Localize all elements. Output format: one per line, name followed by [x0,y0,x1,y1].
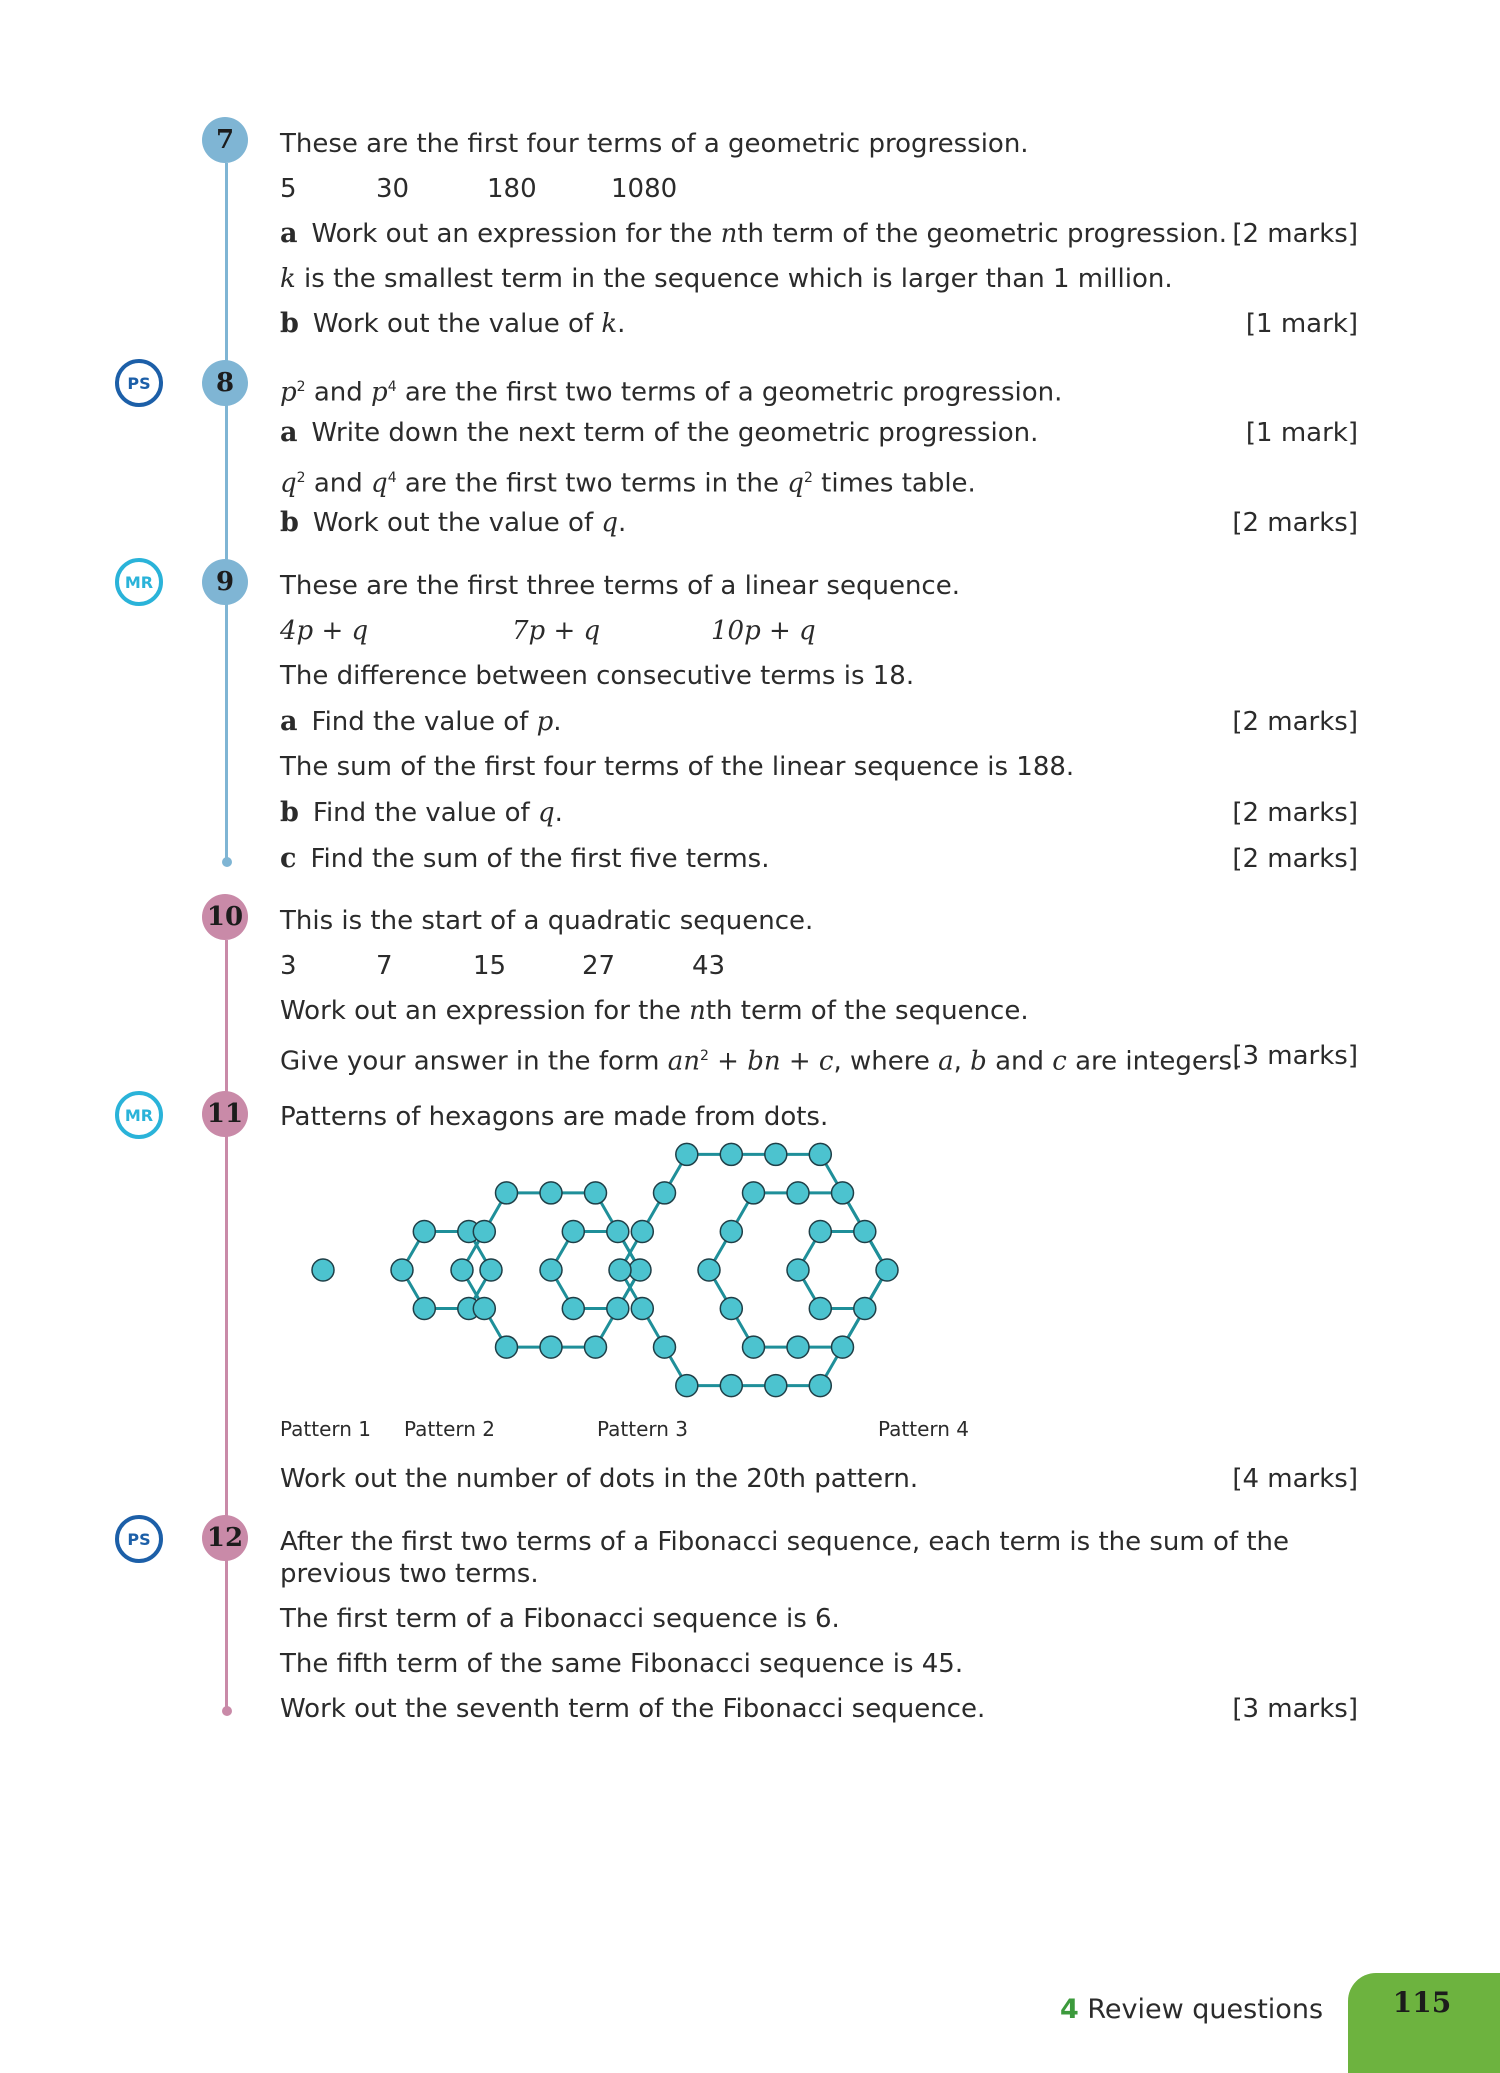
q12-first-term: The first term of a Fibonacci sequence is 6. [280,1604,840,1634]
chapter-title: Review questions [1078,1994,1324,2025]
statement-text: th term of the sequence. [705,996,1029,1026]
q10-term-1: 3 [280,951,297,981]
variable: p [536,707,554,737]
pattern-dot [720,1143,742,1165]
formula: an [667,1046,700,1077]
q10-term-2: 7 [376,951,393,981]
q8-intro [280,370,1062,410]
part-text: Find the value of [312,798,538,828]
badge-text: PS [127,1529,151,1549]
q10-term-5: 43 [692,951,726,981]
exponent: 2 [699,1048,709,1064]
badge-text: PS [127,373,151,393]
pattern-dot [473,1221,495,1243]
variable: k [280,264,296,294]
chapter-footer [1060,1993,1323,2027]
connector-end-dot [222,1706,232,1716]
q7-k-statement [280,262,1173,296]
pattern-dot [562,1298,584,1320]
badge-text: MR [124,572,154,592]
page-number: 115 [1392,1986,1452,2019]
pattern-4-label: Pattern 4 [878,1417,970,1441]
chapter-number: 4 [1060,1994,1079,2025]
pattern-dot [832,1336,854,1358]
pattern-1-label: Pattern 1 [280,1417,372,1441]
question-number-text: 8 [215,368,235,398]
pattern-dot [391,1259,413,1281]
statement-text: Give your answer in the form [280,1046,668,1077]
pattern-dot [562,1221,584,1243]
question-number-12 [202,1515,248,1561]
pattern-dot [607,1298,629,1320]
marks: [3 marks] [1232,1041,1358,1071]
part-label: a [280,218,298,249]
pattern-dot [765,1143,787,1165]
variable: a [938,1046,954,1077]
q7-intro: These are the first four terms of a geometric progression. [280,129,1029,159]
pattern-dot [654,1336,676,1358]
statement-text: are integers. [1066,1046,1241,1077]
part-text: . [554,798,563,828]
variable: c [1052,1046,1067,1077]
statement-text: and [305,468,372,499]
statement-text: and [305,377,372,408]
pattern-dot [854,1298,876,1320]
pattern-dot [413,1298,435,1320]
ps-badge [115,1515,163,1563]
exponent: 4 [387,470,397,486]
q10-intro: This is the start of a quadratic sequence. [280,906,814,936]
question-number-11 [202,1091,248,1137]
pattern-dot [607,1221,629,1243]
badge-text: MR [124,1105,154,1125]
q12-question: Work out the seventh term of the Fibonacci sequence. [280,1694,986,1724]
pattern-4 [609,1143,898,1396]
q9-term-1: 4p + q [280,616,369,646]
question-number-text: 9 [215,567,235,597]
marks: [1 mark] [1245,418,1358,448]
pattern-dot [720,1298,742,1320]
pattern-dot [743,1336,765,1358]
part-text: . [553,707,562,737]
pattern-dot [629,1259,651,1281]
pattern-dot [809,1375,831,1397]
q8-times-table-statement [280,461,976,501]
q9-part-a [280,705,562,739]
variable: q [537,798,555,828]
q7-term-3: 180 [487,174,537,204]
part-label: b [280,308,299,339]
q9-part-b [280,796,563,830]
exponent: 2 [803,470,813,486]
part-text: Write down the next term of the geometric progression. [311,418,1039,448]
question-number-9 [202,559,248,605]
pattern-2-label: Pattern 2 [404,1417,496,1441]
pattern-dot [413,1221,435,1243]
hexagon-outline [798,1232,887,1309]
pattern-dot [585,1336,607,1358]
marks: [2 marks] [1232,219,1358,249]
pattern-dot [312,1259,334,1281]
ps-badge [115,359,163,407]
question-connector-line [225,940,228,1712]
exponent: 2 [296,470,306,486]
pattern-dot [609,1259,631,1281]
pattern-dot [743,1182,765,1204]
mr-badge [115,1091,163,1139]
question-number-7 [202,117,248,163]
pattern-dot [787,1182,809,1204]
q10-term-4: 27 [582,951,616,981]
q9-part-c [280,842,769,876]
q9-sum-statement: The sum of the first four terms of the linear sequence is 188. [280,752,1075,782]
pattern-dot [540,1336,562,1358]
marks: [2 marks] [1232,707,1358,737]
marks: [3 marks] [1232,1694,1358,1724]
q9-intro: These are the first three terms of a linear sequence. [280,571,960,601]
part-text: . [617,309,626,339]
part-label: b [280,507,299,538]
part-text: Find the value of [311,707,537,737]
pattern-3-label: Pattern 3 [597,1417,689,1441]
part-text: Find the sum of the first five terms. [310,844,770,874]
marks: [2 marks] [1232,798,1358,828]
part-text: Work out an expression for the [311,219,721,249]
pattern-dot [540,1182,562,1204]
q11-intro: Patterns of hexagons are made from dots. [280,1102,829,1132]
pattern-dot [676,1375,698,1397]
statement-text: and [986,1046,1053,1077]
pattern-dot [809,1221,831,1243]
pattern-dot [720,1221,742,1243]
q7-term-2: 30 [376,174,410,204]
exponent: 2 [296,379,306,395]
question-number-text: 11 [206,1099,244,1129]
question-number-10 [202,894,248,940]
variable: p [280,377,297,408]
part-text: Work out the value of [312,309,602,339]
q12-fifth-term: The fifth term of the same Fibonacci sequence is 45. [280,1649,964,1679]
q8-part-b [280,506,626,540]
statement-text: times table. [812,468,976,499]
q10-answer-form [280,1039,1240,1079]
pattern-dot [787,1259,809,1281]
statement-text: are the first two terms in the [396,468,788,499]
variable: q [787,468,804,499]
statement-text: are the first two terms of a geometric progression. [396,377,1063,408]
pattern-dot [496,1336,518,1358]
question-number-text: 12 [206,1523,244,1553]
pattern-dot [809,1298,831,1320]
pattern-dot [854,1221,876,1243]
q12-intro-line-2: previous two terms. [280,1559,539,1589]
pattern-dot [631,1298,653,1320]
pattern-dot [631,1221,653,1243]
q10-term-3: 15 [473,951,507,981]
pattern-dot [698,1259,720,1281]
part-label: b [280,797,299,828]
question-connector-line [225,163,228,863]
variable: q [371,468,388,499]
mr-badge [115,558,163,606]
variable: k [601,309,618,339]
marks: [2 marks] [1232,844,1358,874]
q7-part-a [280,217,1227,251]
pattern-1 [312,1259,334,1281]
connector-end-dot [222,857,232,867]
part-text: th term of the geometric progression. [737,219,1228,249]
pattern-dot [765,1375,787,1397]
statement-text: , [953,1046,971,1077]
q9-term-3: 10p + q [711,616,816,646]
q12-intro-line-1: After the first two terms of a Fibonacci sequence, each term is the sum of the [280,1527,1289,1557]
statement-text: , where [833,1046,939,1077]
variable: n [689,996,706,1026]
hexagon-dot-patterns [280,1140,1380,1400]
pattern-dot [451,1259,473,1281]
question-number-8 [202,360,248,406]
variable: q [601,508,619,538]
pattern-dot [720,1375,742,1397]
variable: q [280,468,297,499]
pattern-dot [787,1336,809,1358]
variable: n [720,219,738,249]
pattern-dot [496,1182,518,1204]
q11-question: Work out the number of dots in the 20th pattern. [280,1464,919,1494]
q9-difference: The difference between consecutive terms is 18. [280,661,915,691]
part-label: a [280,417,298,448]
marks: [1 mark] [1245,309,1358,339]
question-number-text: 10 [206,902,244,932]
marks: [2 marks] [1232,508,1358,538]
part-text: . [618,508,627,538]
formula: + bn + c [708,1046,834,1077]
pattern-dot [809,1143,831,1165]
q7-term-4: 1080 [611,174,678,204]
pattern-dot [480,1259,502,1281]
statement-text: is the smallest term in the sequence which is larger than 1 million. [295,264,1173,294]
pattern-dot [876,1259,898,1281]
pattern-dot [676,1143,698,1165]
part-text: Work out the value of [312,508,602,538]
marks: [4 marks] [1232,1464,1358,1494]
q9-term-2: 7p + q [512,616,601,646]
statement-text: Work out an expression for the [280,996,690,1026]
variable: p [371,377,388,408]
part-label: a [280,706,298,737]
pattern-dot [654,1182,676,1204]
question-number-text: 7 [215,125,235,155]
pattern-dot [473,1298,495,1320]
pattern-dot [585,1182,607,1204]
q8-part-a [280,416,1038,450]
variable: b [970,1046,987,1077]
q7-term-1: 5 [280,174,297,204]
part-label: c [280,843,297,874]
exponent: 4 [387,379,397,395]
pattern-dot [832,1182,854,1204]
q10-instruction [280,994,1029,1028]
pattern-dot [540,1259,562,1281]
q7-part-b [280,307,625,341]
